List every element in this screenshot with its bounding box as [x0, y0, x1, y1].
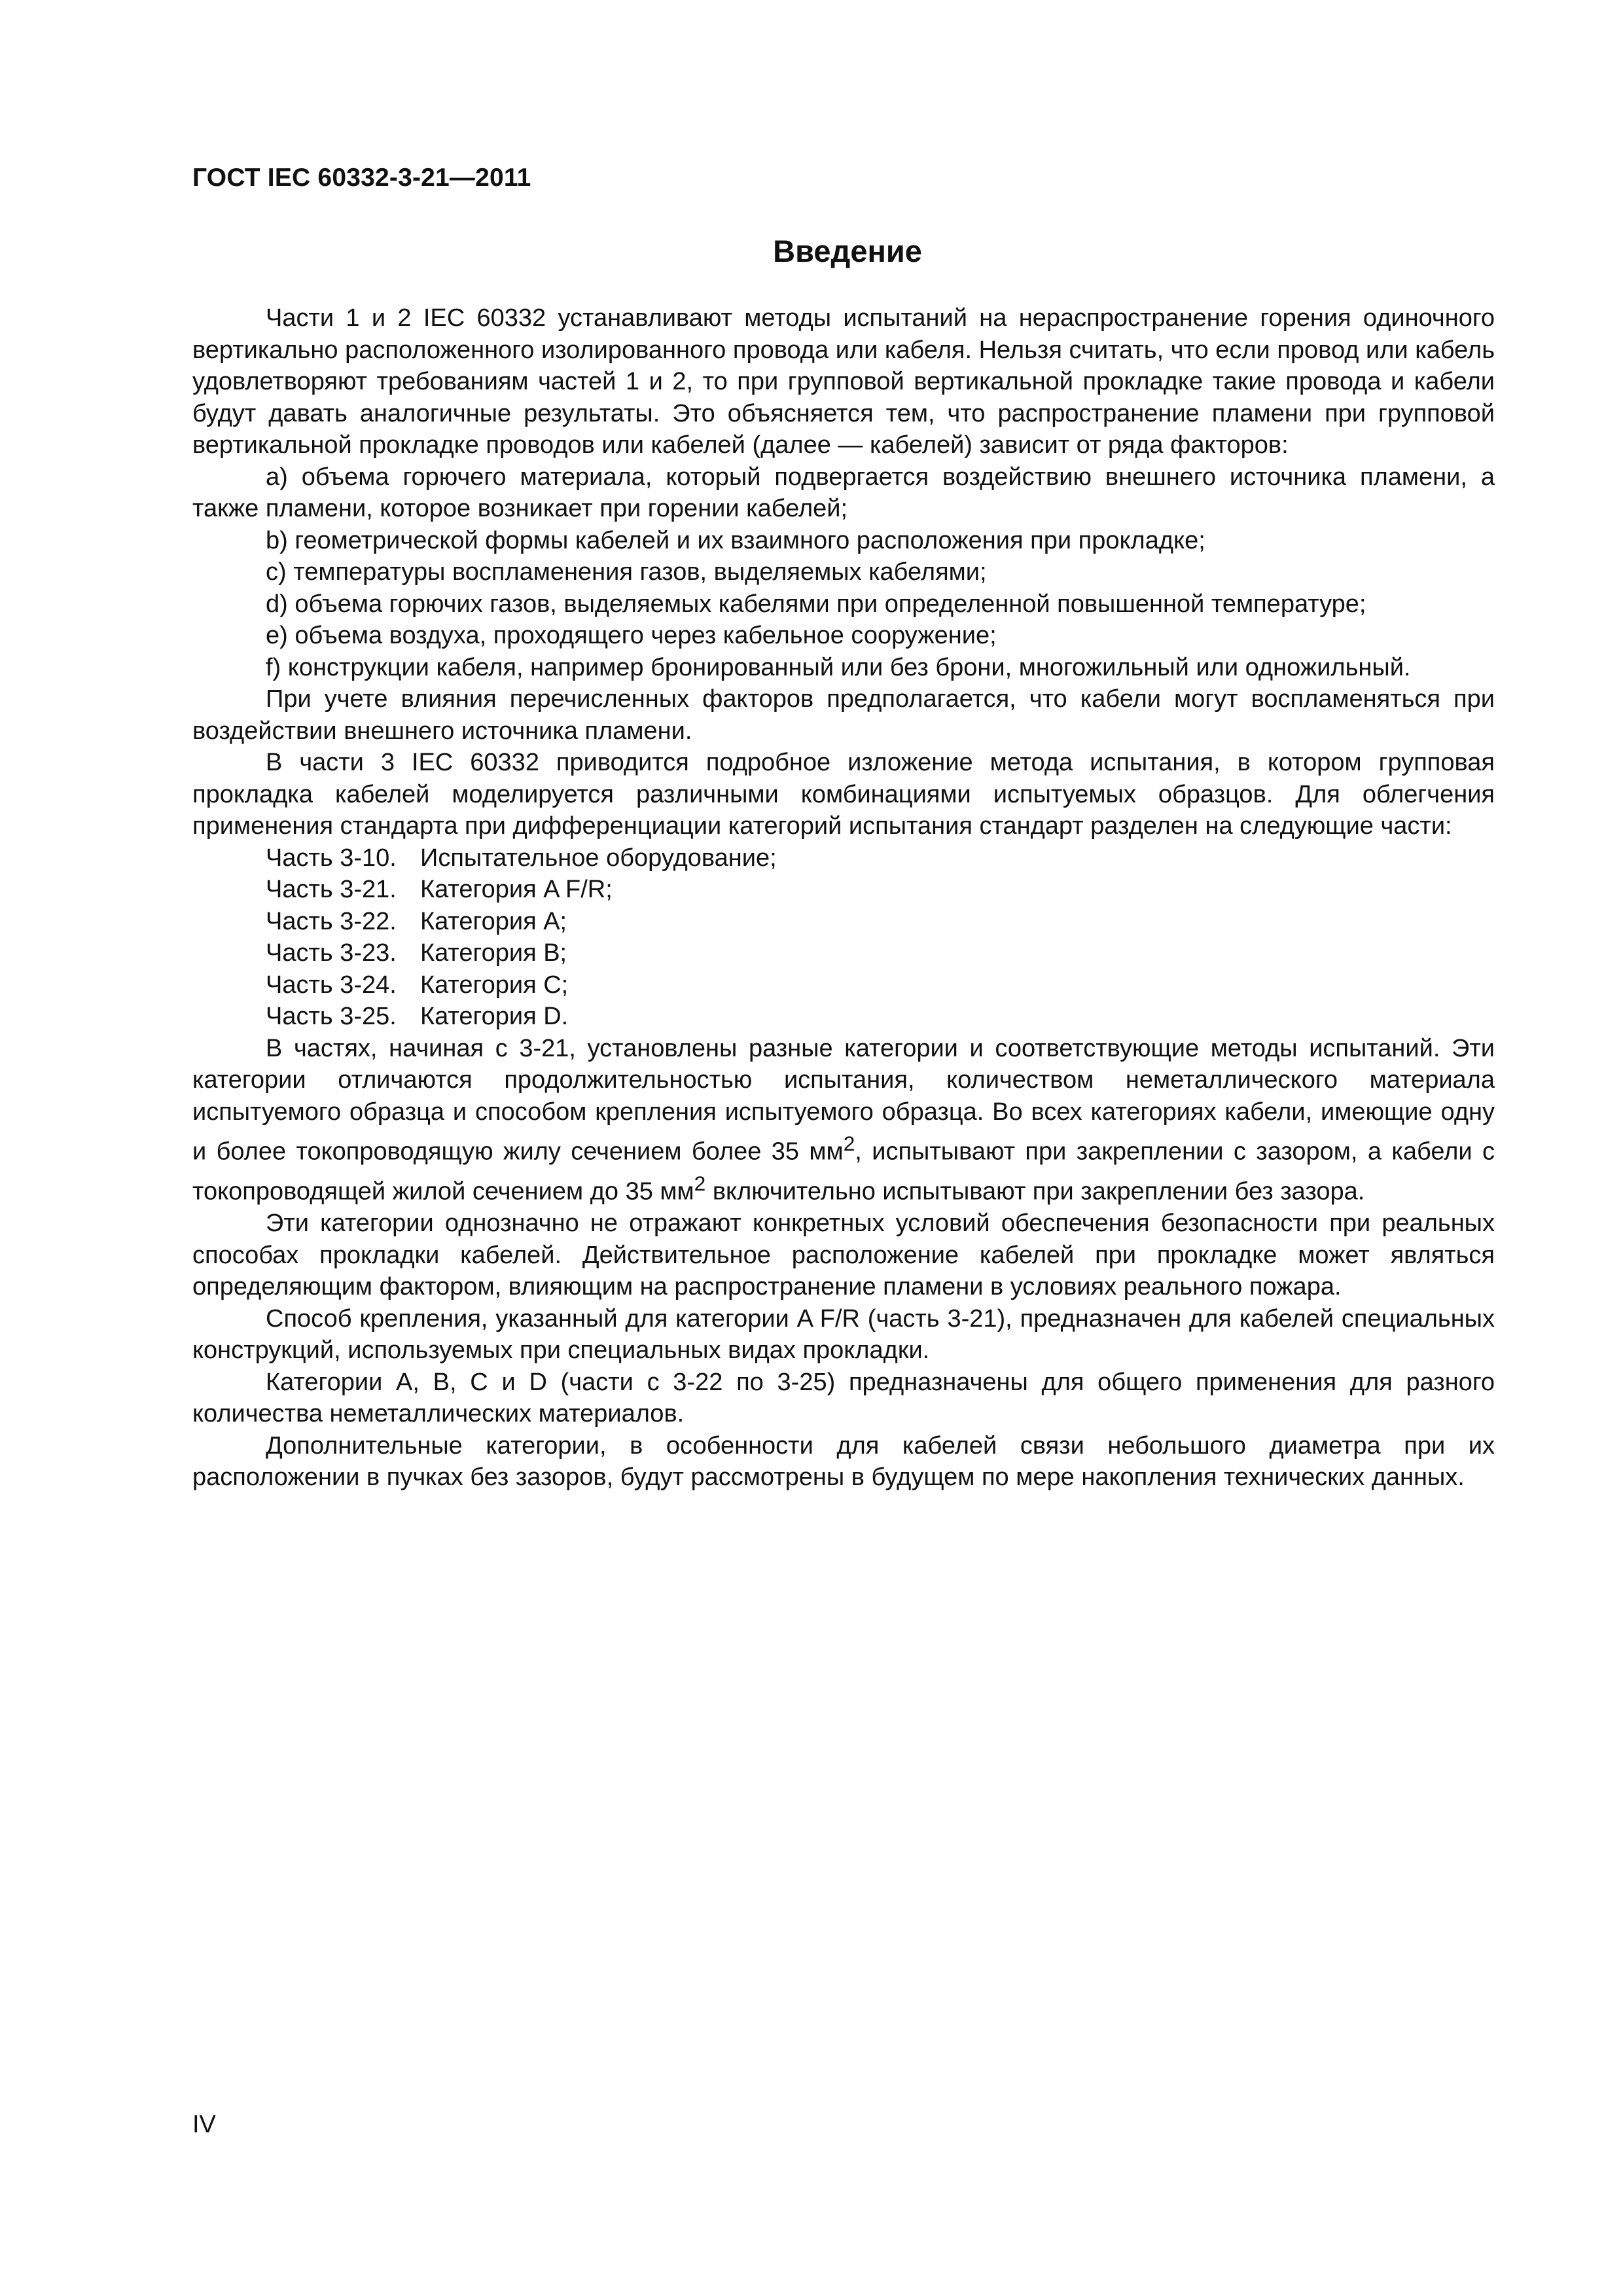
part-name: Категория A; — [420, 907, 567, 935]
part-item — [192, 1001, 1495, 1033]
superscript-2: 2 — [843, 1132, 855, 1155]
future-paragraph: Дополнительные категории, в особенности для кабелей связи небольшого диаметра при их расположении в пучках без зазоров, будут рассмотрены в будущем по мере накопления технических данных. — [192, 1431, 1495, 1492]
part-name: Категория C; — [420, 971, 569, 999]
part-number: Часть 3-10. — [266, 844, 397, 872]
part-name: Испытательное оборудование; — [420, 844, 777, 872]
part-name: Категория B; — [420, 939, 567, 967]
part-number: Часть 3-22. — [266, 907, 397, 935]
page-number: IV — [192, 2111, 216, 2138]
factor-item-d: d) объема горючих газов, выделяемых кабелями при определенной повышенной температуре; — [266, 590, 1366, 618]
part-number: Часть 3-23. — [266, 939, 397, 967]
factor-item-a: а) объема горючего материала, который подвергается воздействию внешнего источника пламени, а также пламени, которое возникает при горении кабелей; — [192, 463, 1495, 522]
part-item — [192, 842, 1495, 874]
categories-text: В частях, начиная с 3-21, установлены разные категории и соответствующие методы испытаний. Эти категории отличаются продолжительностью испытания, количеством неметаллического материала испытуемого образца и способом крепления испытуемого образца. Во всех категориях кабели, имеющие одну и более токопроводящую жилу сечением более 35 мм — [192, 1034, 1495, 1166]
categories-text: , испытывают при закреплении с зазором, а кабели с токопроводящей жилой сечением до 35 мм — [192, 1138, 1495, 1206]
part-number: Часть 3-21. — [266, 876, 397, 903]
part-item — [192, 906, 1495, 938]
part-number: Часть 3-25. — [266, 1003, 397, 1030]
intro-paragraph: Части 1 и 2 IEC 60332 устанавливают методы испытаний на нераспространение горения одиночного вертикально расположенного изолированного провода или кабеля. Нельзя считать, что если провод или кабель удовлетворяют требованиям частей 1 и 2, то при групповой вертикальной прокладке такие провода и кабели будут давать аналогичные результаты. Это объясняется тем, что распространение пламени при групповой вертикальной прокладке проводов или кабелей (далее — кабелей) зависит от ряда факторов: — [192, 304, 1495, 459]
part-item — [192, 874, 1495, 906]
categories-text: включительно испытывают при закреплении без зазора. — [705, 1177, 1365, 1206]
categories-paragraph — [192, 1033, 1495, 1208]
part-item — [192, 937, 1495, 969]
document-header: ГОСТ IEC 60332-3-21—2011 — [192, 164, 531, 192]
part-item — [192, 969, 1495, 1001]
superscript-2: 2 — [694, 1172, 706, 1196]
safety-paragraph: Эти категории однозначно не отражают конкретных условий обеспечения безопасности при реальных способах прокладки кабелей. Действительное расположение кабелей при прокладке может являться определяющим фактором, влияющим на распространение пламени в условиях реального пожара. — [192, 1210, 1495, 1301]
part-name: Категория D. — [420, 1003, 569, 1030]
part3-paragraph: В части 3 IEC 60332 приводится подробное изложение метода испытания, в котором групповая прокладка кабелей моделируется различными комбинациями испытуемых образцов. Для облегчения применения стандарта при дифференциации категорий испытания стандарт разделен на следующие части: — [192, 749, 1495, 840]
factor-item-f: f) конструкции кабеля, например бронированный или без брони, многожильный или одножильный. — [266, 653, 1411, 681]
factors-list — [192, 461, 1495, 684]
part-name: Категория A F/R; — [420, 876, 613, 903]
afr-paragraph: Способ крепления, указанный для категории A F/R (часть 3-21), предназначен для кабелей специальных конструкций, используемых при специальных видах прокладки. — [192, 1304, 1495, 1365]
parts-list — [192, 842, 1495, 1033]
factor-item-c: с) температуры воспламенения газов, выделяемых кабелями; — [266, 558, 987, 586]
abcd-paragraph: Категории A, B, C и D (части с 3-22 по 3-25) предназначены для общего применения для разного количества неметаллических материалов. — [192, 1368, 1495, 1428]
ignition-paragraph: При учете влияния перечисленных факторов предполагается, что кабели могут воспламеняться при воздействии внешнего источника пламени. — [192, 685, 1495, 745]
document-body — [192, 302, 1495, 1494]
factor-item-b: b) геометрической формы кабелей и их взаимного расположения при прокладке; — [266, 526, 1205, 554]
part-number: Часть 3-24. — [266, 971, 397, 999]
section-title: Введение — [773, 234, 922, 268]
factor-item-e: е) объема воздуха, проходящего через кабельное сооружение; — [266, 622, 997, 649]
